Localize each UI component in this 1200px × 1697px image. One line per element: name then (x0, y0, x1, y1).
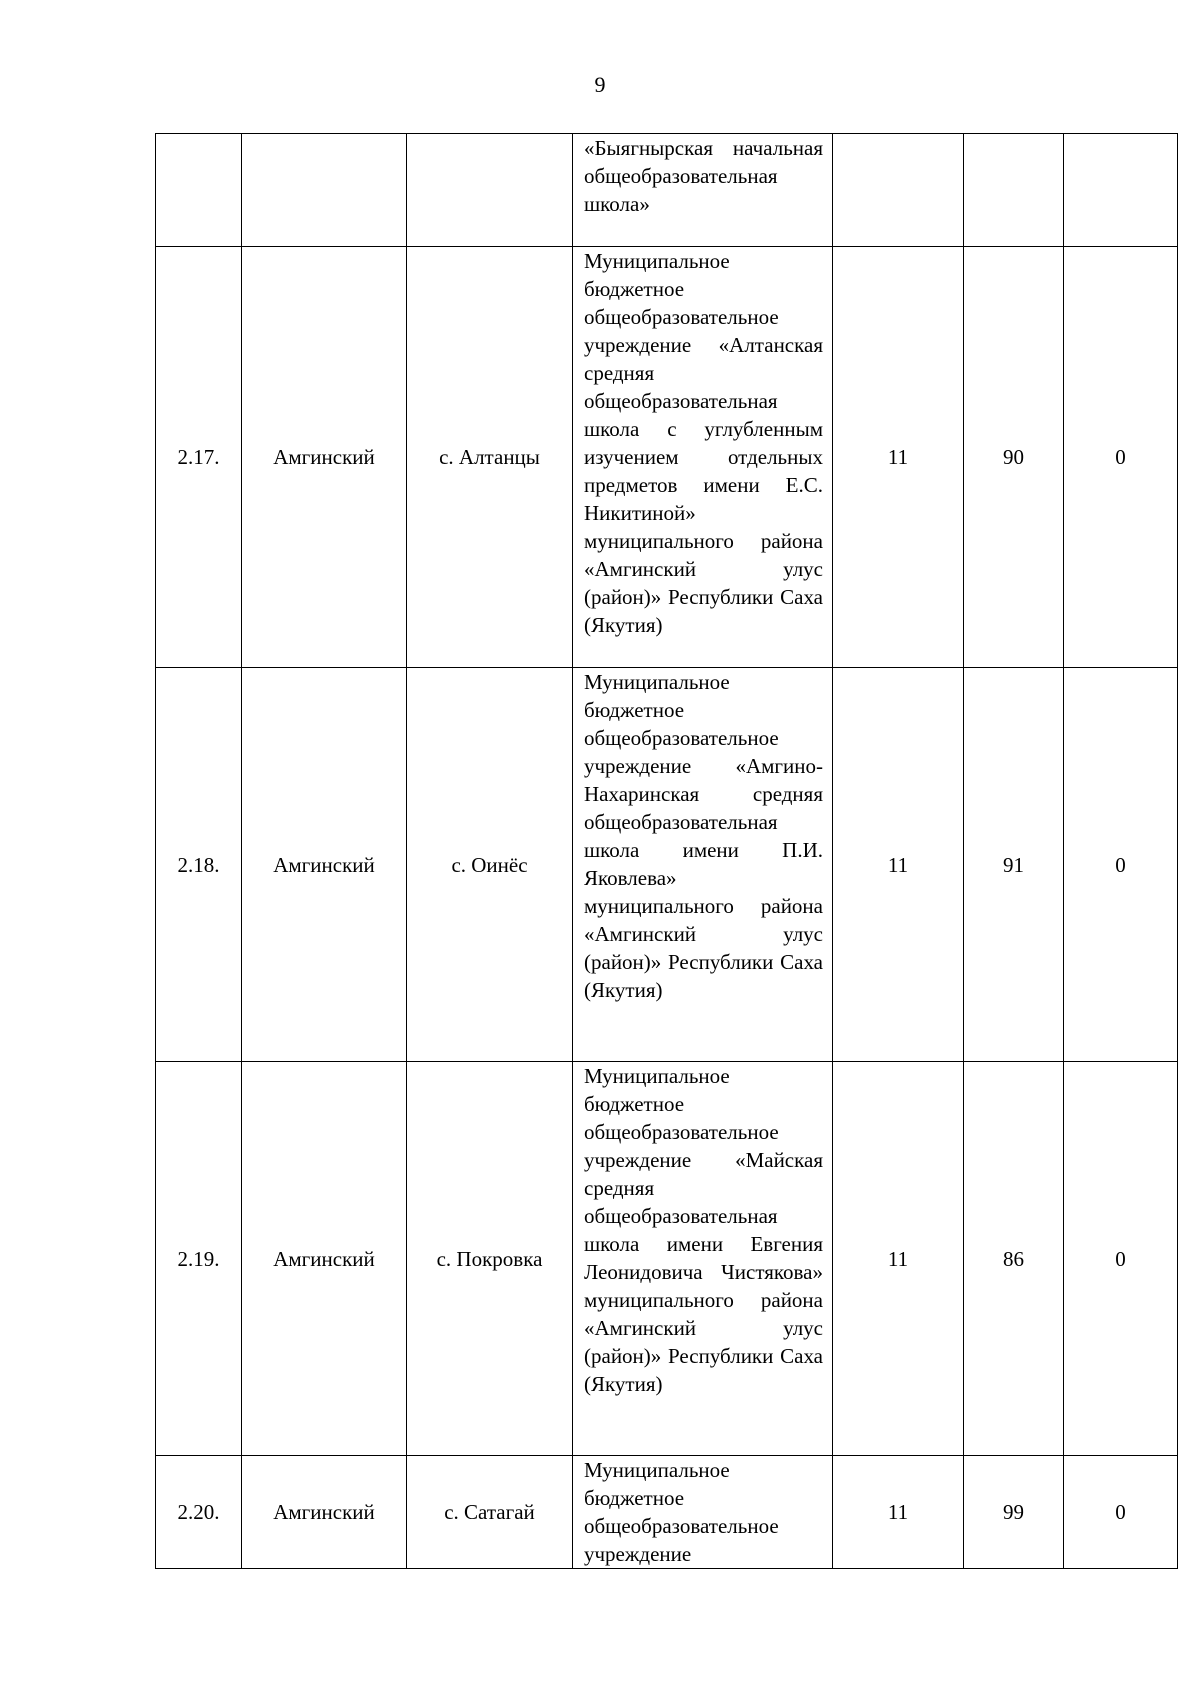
value-cell-2: 90 (964, 247, 1064, 668)
district-cell: Амгинский (242, 668, 407, 1062)
value-cell-3: 0 (1064, 1456, 1178, 1569)
schools-table (155, 133, 1178, 1569)
locality-cell: с. Алтанцы (407, 247, 573, 668)
school-name-cell: Муниципальное бюджетное общеобразовательное учреждение «Алтанская средняя общеобразовательная школа с углубленным изучением отдельных предметов имени Е.С. Никитиной» муниципального района «Амгинский улус (район)» Республики Саха (Якутия) (573, 247, 833, 668)
table-row (156, 247, 1178, 668)
value-cell-3: 0 (1064, 1062, 1178, 1456)
value-cell-3 (1064, 134, 1178, 247)
district-cell: Амгинский (242, 1062, 407, 1456)
value-cell-1: 11 (833, 668, 964, 1062)
table-row (156, 1062, 1178, 1456)
value-cell-1: 11 (833, 1062, 964, 1456)
value-cell-2: 99 (964, 1456, 1064, 1569)
table-row (156, 1456, 1178, 1569)
locality-cell: с. Покровка (407, 1062, 573, 1456)
district-cell (242, 134, 407, 247)
district-cell: Амгинский (242, 1456, 407, 1569)
table-row (156, 668, 1178, 1062)
row-number: 2.19. (156, 1062, 242, 1456)
row-number: 2.20. (156, 1456, 242, 1569)
locality-cell: с. Сатагай (407, 1456, 573, 1569)
value-cell-2: 91 (964, 668, 1064, 1062)
value-cell-1: 11 (833, 1456, 964, 1569)
school-name-cell: «Быягнырская начальная общеобразовательная школа» (573, 134, 833, 247)
row-number (156, 134, 242, 247)
value-cell-1: 11 (833, 247, 964, 668)
district-cell: Амгинский (242, 247, 407, 668)
table-row (156, 134, 1178, 247)
school-name-cell: Муниципальное бюджетное общеобразовательное учреждение «Амгино-Нахаринская средняя общеобразовательная школа имени П.И. Яковлева» муниципального района «Амгинский улус (район)» Республики Саха (Якутия) (573, 668, 833, 1062)
value-cell-3: 0 (1064, 668, 1178, 1062)
locality-cell: с. Оинёс (407, 668, 573, 1062)
value-cell-1 (833, 134, 964, 247)
row-number: 2.18. (156, 668, 242, 1062)
row-number: 2.17. (156, 247, 242, 668)
value-cell-2 (964, 134, 1064, 247)
school-name-cell: Муниципальное бюджетное общеобразовательное учреждение «Майская средняя общеобразовательная школа имени Евгения Леонидовича Чистякова» муниципального района «Амгинский улус (район)» Республики Саха (Якутия) (573, 1062, 833, 1456)
school-name-cell: Муниципальное бюджетное общеобразовательное учреждение (573, 1456, 833, 1569)
value-cell-3: 0 (1064, 247, 1178, 668)
page-number: 9 (594, 72, 606, 97)
value-cell-2: 86 (964, 1062, 1064, 1456)
locality-cell (407, 134, 573, 247)
